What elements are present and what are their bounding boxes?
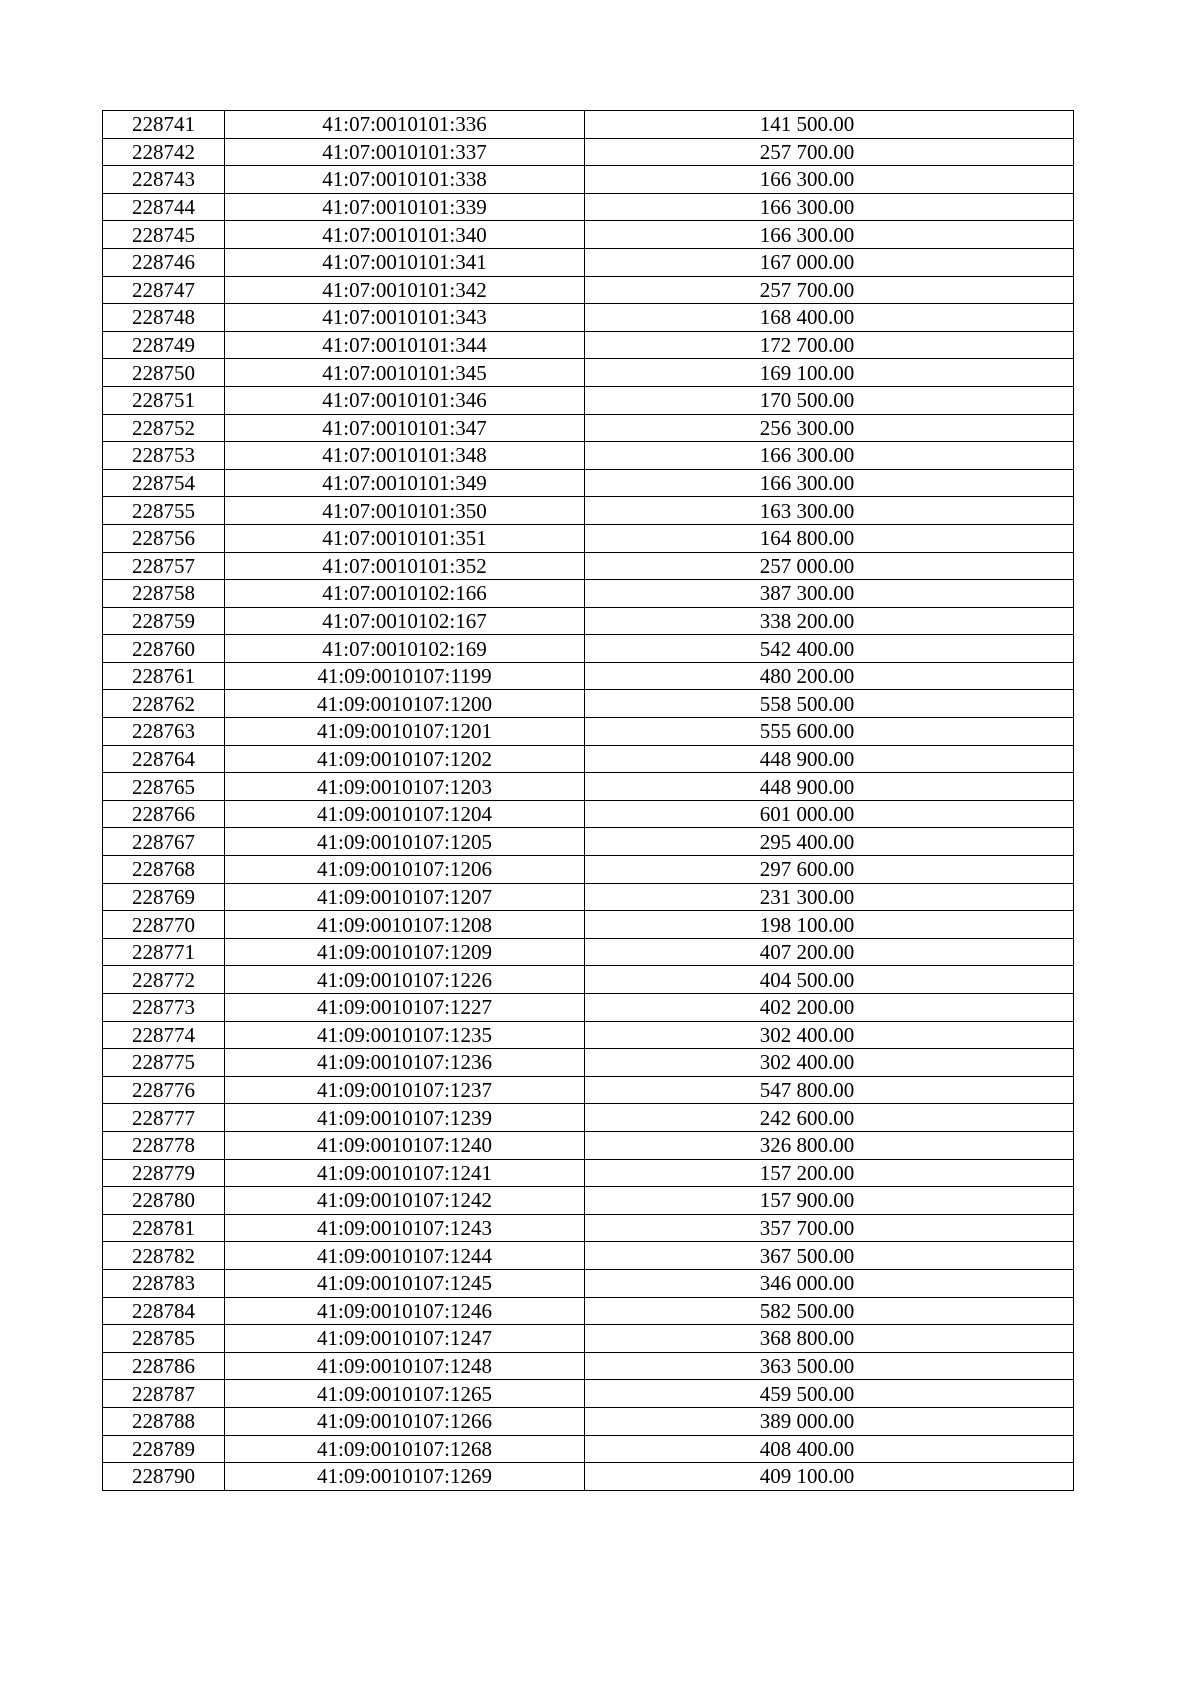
value-cell: 141 500.00 (585, 111, 1074, 139)
table-row (103, 331, 1074, 359)
row-number-cell: 228771 (103, 938, 225, 966)
cadastral-number-cell: 41:09:0010107:1207 (225, 883, 585, 911)
table-row (103, 359, 1074, 387)
cadastral-number-cell: 41:07:0010101:344 (225, 331, 585, 359)
row-number-cell: 228742 (103, 138, 225, 166)
value-cell: 408 400.00 (585, 1435, 1074, 1463)
cadastral-number-cell: 41:07:0010101:351 (225, 524, 585, 552)
table-row (103, 469, 1074, 497)
row-number-cell: 228753 (103, 442, 225, 470)
cadastral-number-cell: 41:07:0010101:336 (225, 111, 585, 139)
table-row (103, 138, 1074, 166)
table-row (103, 911, 1074, 939)
value-cell: 338 200.00 (585, 607, 1074, 635)
value-cell: 459 500.00 (585, 1380, 1074, 1408)
value-cell: 157 200.00 (585, 1159, 1074, 1187)
table-row (103, 1297, 1074, 1325)
row-number-cell: 228765 (103, 773, 225, 801)
row-number-cell: 228759 (103, 607, 225, 635)
cadastral-number-cell: 41:09:0010107:1239 (225, 1104, 585, 1132)
cadastral-number-cell: 41:07:0010101:345 (225, 359, 585, 387)
value-cell: 363 500.00 (585, 1352, 1074, 1380)
table-row (103, 635, 1074, 663)
value-cell: 542 400.00 (585, 635, 1074, 663)
table-row (103, 690, 1074, 718)
cadastral-number-cell: 41:09:0010107:1236 (225, 1049, 585, 1077)
cadastral-number-cell: 41:09:0010107:1243 (225, 1214, 585, 1242)
row-number-cell: 228776 (103, 1076, 225, 1104)
value-cell: 242 600.00 (585, 1104, 1074, 1132)
value-cell: 157 900.00 (585, 1187, 1074, 1215)
value-cell: 404 500.00 (585, 966, 1074, 994)
cadastral-number-cell: 41:07:0010101:337 (225, 138, 585, 166)
cadastral-number-cell: 41:09:0010107:1248 (225, 1352, 585, 1380)
cadastral-number-cell: 41:09:0010107:1240 (225, 1131, 585, 1159)
cadastral-number-cell: 41:09:0010107:1244 (225, 1242, 585, 1270)
row-number-cell: 228789 (103, 1435, 225, 1463)
row-number-cell: 228749 (103, 331, 225, 359)
value-cell: 167 000.00 (585, 248, 1074, 276)
table-row (103, 745, 1074, 773)
table-row (103, 856, 1074, 884)
row-number-cell: 228764 (103, 745, 225, 773)
table-row (103, 524, 1074, 552)
cadastral-number-cell: 41:09:0010107:1266 (225, 1407, 585, 1435)
table-row (103, 1435, 1074, 1463)
table-row (103, 580, 1074, 608)
table-row (103, 828, 1074, 856)
value-cell: 448 900.00 (585, 773, 1074, 801)
cadastral-number-cell: 41:09:0010107:1201 (225, 718, 585, 746)
row-number-cell: 228769 (103, 883, 225, 911)
row-number-cell: 228762 (103, 690, 225, 718)
table-row (103, 304, 1074, 332)
value-cell: 172 700.00 (585, 331, 1074, 359)
value-cell: 346 000.00 (585, 1269, 1074, 1297)
cadastral-number-cell: 41:07:0010101:348 (225, 442, 585, 470)
table-row (103, 442, 1074, 470)
table-row (103, 276, 1074, 304)
row-number-cell: 228756 (103, 524, 225, 552)
cadastral-number-cell: 41:07:0010102:167 (225, 607, 585, 635)
row-number-cell: 228750 (103, 359, 225, 387)
cadastral-number-cell: 41:09:0010107:1268 (225, 1435, 585, 1463)
row-number-cell: 228751 (103, 386, 225, 414)
table-row (103, 1021, 1074, 1049)
table-row (103, 1463, 1074, 1491)
row-number-cell: 228778 (103, 1131, 225, 1159)
table-row (103, 1159, 1074, 1187)
table-row (103, 221, 1074, 249)
row-number-cell: 228746 (103, 248, 225, 276)
cadastral-number-cell: 41:09:0010107:1235 (225, 1021, 585, 1049)
row-number-cell: 228767 (103, 828, 225, 856)
row-number-cell: 228777 (103, 1104, 225, 1132)
row-number-cell: 228758 (103, 580, 225, 608)
table-row (103, 883, 1074, 911)
row-number-cell: 228780 (103, 1187, 225, 1215)
value-cell: 558 500.00 (585, 690, 1074, 718)
table-row (103, 718, 1074, 746)
table-row (103, 800, 1074, 828)
cadastral-number-cell: 41:09:0010107:1242 (225, 1187, 585, 1215)
table-row (103, 111, 1074, 139)
cadastral-number-cell: 41:09:0010107:1247 (225, 1325, 585, 1353)
value-cell: 547 800.00 (585, 1076, 1074, 1104)
cadastral-number-cell: 41:09:0010107:1203 (225, 773, 585, 801)
value-cell: 297 600.00 (585, 856, 1074, 884)
row-number-cell: 228768 (103, 856, 225, 884)
value-cell: 295 400.00 (585, 828, 1074, 856)
row-number-cell: 228748 (103, 304, 225, 332)
value-cell: 601 000.00 (585, 800, 1074, 828)
cadastral-number-cell: 41:09:0010107:1226 (225, 966, 585, 994)
cadastral-number-cell: 41:07:0010101:338 (225, 166, 585, 194)
row-number-cell: 228741 (103, 111, 225, 139)
cadastral-number-cell: 41:09:0010107:1237 (225, 1076, 585, 1104)
value-cell: 166 300.00 (585, 193, 1074, 221)
value-cell: 480 200.00 (585, 662, 1074, 690)
value-cell: 166 300.00 (585, 166, 1074, 194)
table-row (103, 1187, 1074, 1215)
row-number-cell: 228760 (103, 635, 225, 663)
table-row (103, 1242, 1074, 1270)
table-row (103, 386, 1074, 414)
row-number-cell: 228744 (103, 193, 225, 221)
table-row (103, 938, 1074, 966)
row-number-cell: 228743 (103, 166, 225, 194)
cadastral-number-cell: 41:07:0010101:343 (225, 304, 585, 332)
cadastral-number-cell: 41:09:0010107:1205 (225, 828, 585, 856)
value-cell: 555 600.00 (585, 718, 1074, 746)
value-cell: 302 400.00 (585, 1049, 1074, 1077)
row-number-cell: 228781 (103, 1214, 225, 1242)
row-number-cell: 228783 (103, 1269, 225, 1297)
table-body (103, 111, 1074, 1491)
table-row (103, 1104, 1074, 1132)
row-number-cell: 228757 (103, 552, 225, 580)
value-cell: 257 700.00 (585, 276, 1074, 304)
cadastral-number-cell: 41:07:0010101:341 (225, 248, 585, 276)
row-number-cell: 228763 (103, 718, 225, 746)
row-number-cell: 228747 (103, 276, 225, 304)
table-row (103, 1076, 1074, 1104)
cadastral-number-cell: 41:09:0010107:1204 (225, 800, 585, 828)
value-cell: 582 500.00 (585, 1297, 1074, 1325)
table-row (103, 1049, 1074, 1077)
table-row (103, 1352, 1074, 1380)
row-number-cell: 228770 (103, 911, 225, 939)
value-cell: 326 800.00 (585, 1131, 1074, 1159)
value-cell: 163 300.00 (585, 497, 1074, 525)
value-cell: 302 400.00 (585, 1021, 1074, 1049)
row-number-cell: 228790 (103, 1463, 225, 1491)
table-row (103, 994, 1074, 1022)
table-row (103, 193, 1074, 221)
row-number-cell: 228766 (103, 800, 225, 828)
cadastral-number-cell: 41:07:0010102:169 (225, 635, 585, 663)
table-row (103, 662, 1074, 690)
row-number-cell: 228754 (103, 469, 225, 497)
value-cell: 409 100.00 (585, 1463, 1074, 1491)
table-row (103, 966, 1074, 994)
value-cell: 164 800.00 (585, 524, 1074, 552)
value-cell: 257 700.00 (585, 138, 1074, 166)
cadastral-number-cell: 41:07:0010102:166 (225, 580, 585, 608)
row-number-cell: 228785 (103, 1325, 225, 1353)
cadastral-number-cell: 41:09:0010107:1200 (225, 690, 585, 718)
table-row (103, 414, 1074, 442)
table-row (103, 248, 1074, 276)
value-cell: 407 200.00 (585, 938, 1074, 966)
row-number-cell: 228774 (103, 1021, 225, 1049)
row-number-cell: 228761 (103, 662, 225, 690)
value-cell: 368 800.00 (585, 1325, 1074, 1353)
row-number-cell: 228787 (103, 1380, 225, 1408)
table-row (103, 1131, 1074, 1159)
cadastral-number-cell: 41:07:0010101:347 (225, 414, 585, 442)
cadastral-number-cell: 41:07:0010101:342 (225, 276, 585, 304)
row-number-cell: 228755 (103, 497, 225, 525)
value-cell: 169 100.00 (585, 359, 1074, 387)
value-cell: 166 300.00 (585, 221, 1074, 249)
value-cell: 256 300.00 (585, 414, 1074, 442)
value-cell: 166 300.00 (585, 469, 1074, 497)
cadastral-number-cell: 41:09:0010107:1245 (225, 1269, 585, 1297)
value-cell: 387 300.00 (585, 580, 1074, 608)
row-number-cell: 228773 (103, 994, 225, 1022)
row-number-cell: 228772 (103, 966, 225, 994)
cadastral-number-cell: 41:09:0010107:1202 (225, 745, 585, 773)
cadastral-number-cell: 41:09:0010107:1246 (225, 1297, 585, 1325)
value-cell: 168 400.00 (585, 304, 1074, 332)
cadastral-number-cell: 41:07:0010101:350 (225, 497, 585, 525)
cadastral-number-cell: 41:07:0010101:352 (225, 552, 585, 580)
value-cell: 448 900.00 (585, 745, 1074, 773)
cadastral-number-cell: 41:07:0010101:340 (225, 221, 585, 249)
row-number-cell: 228782 (103, 1242, 225, 1270)
row-number-cell: 228784 (103, 1297, 225, 1325)
row-number-cell: 228786 (103, 1352, 225, 1380)
cadastral-value-table (102, 110, 1074, 1491)
cadastral-number-cell: 41:07:0010101:346 (225, 386, 585, 414)
table-row (103, 1325, 1074, 1353)
value-cell: 402 200.00 (585, 994, 1074, 1022)
value-cell: 257 000.00 (585, 552, 1074, 580)
row-number-cell: 228788 (103, 1407, 225, 1435)
cadastral-number-cell: 41:07:0010101:349 (225, 469, 585, 497)
table-row (103, 552, 1074, 580)
table-row (103, 166, 1074, 194)
value-cell: 389 000.00 (585, 1407, 1074, 1435)
table-row (103, 607, 1074, 635)
table-row (103, 497, 1074, 525)
table-row (103, 1214, 1074, 1242)
row-number-cell: 228745 (103, 221, 225, 249)
cadastral-number-cell: 41:09:0010107:1209 (225, 938, 585, 966)
cadastral-number-cell: 41:09:0010107:1208 (225, 911, 585, 939)
table-row (103, 1269, 1074, 1297)
cadastral-number-cell: 41:09:0010107:1241 (225, 1159, 585, 1187)
cadastral-number-cell: 41:09:0010107:1206 (225, 856, 585, 884)
cadastral-number-cell: 41:09:0010107:1269 (225, 1463, 585, 1491)
value-cell: 357 700.00 (585, 1214, 1074, 1242)
cadastral-number-cell: 41:09:0010107:1265 (225, 1380, 585, 1408)
value-cell: 170 500.00 (585, 386, 1074, 414)
value-cell: 367 500.00 (585, 1242, 1074, 1270)
table-row (103, 1380, 1074, 1408)
cadastral-number-cell: 41:09:0010107:1227 (225, 994, 585, 1022)
value-cell: 198 100.00 (585, 911, 1074, 939)
cadastral-number-cell: 41:07:0010101:339 (225, 193, 585, 221)
row-number-cell: 228779 (103, 1159, 225, 1187)
row-number-cell: 228752 (103, 414, 225, 442)
value-cell: 166 300.00 (585, 442, 1074, 470)
table-row (103, 1407, 1074, 1435)
cadastral-number-cell: 41:09:0010107:1199 (225, 662, 585, 690)
value-cell: 231 300.00 (585, 883, 1074, 911)
row-number-cell: 228775 (103, 1049, 225, 1077)
table-row (103, 773, 1074, 801)
